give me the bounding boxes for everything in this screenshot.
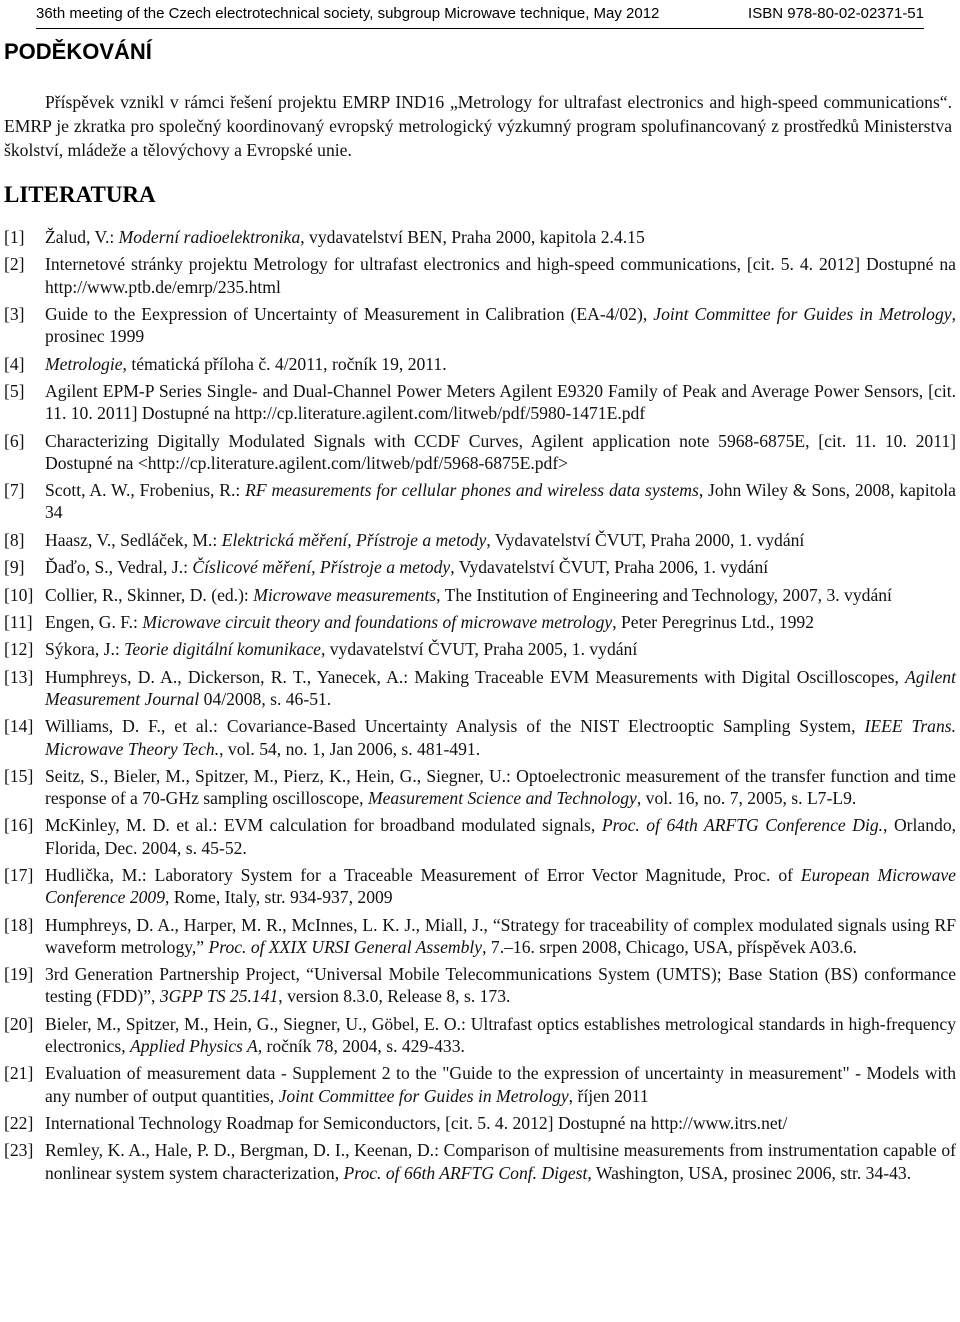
reference-text — [45, 914, 956, 958]
reference-title-italic: Proc. of 64th ARFTG Conference Dig. — [601, 815, 884, 836]
reference-title-italic: Moderní radioelektronika — [118, 227, 301, 247]
reference-number: [6] — [4, 430, 25, 451]
conference-header: 36th meeting of the Czech electrotechnical society, subgroup Microwave technique, May 2012 — [36, 5, 660, 22]
reference-number: [3] — [4, 303, 25, 324]
reference-title-italic: Joint Committee for Guides in Metrology — [278, 1085, 569, 1106]
reference-text-segment: Guide to the Eexpression of Uncertainty of Measurement in Calibration (EA-4/02), — [45, 303, 654, 324]
reference-text-segment: , Peter Peregrinus Ltd., 1992 — [612, 611, 815, 632]
reference-item — [4, 1139, 956, 1183]
reference-text-segment: Haasz, V., Sedláček, M.: — [45, 529, 222, 550]
acknowledgement-paragraph: Příspěvek vznikl v rámci řešení projektu EMRP IND16 „Metrology for ultrafast electronics and high-speed communications“. EMRP je zkratka pro společný koordinovaný evropský metrologický výzkumný program spolufinancovaný z prostředků Ministerstva školství, mládeže a tělovýchovy a Evropské unie. — [4, 92, 952, 161]
reference-text-segment: Hudlička, M.: Laboratory System for a Traceable Measurement of Error Vector Magnitude, Proc. of — [45, 865, 801, 886]
reference-number: [11] — [4, 611, 33, 632]
reference-item — [4, 611, 956, 633]
reference-text — [45, 666, 956, 710]
reference-text — [45, 715, 956, 759]
reference-text — [45, 303, 956, 347]
reference-title-italic: Measurement Science and Technology — [367, 788, 637, 809]
reference-text-segment: Humphreys, D. A., Dickerson, R. T., Yanecek, A.: Making Traceable EVM Measurements with Digital Oscilloscopes, — [45, 666, 906, 687]
reference-text-segment: Scott, A. W., Frobenius, R.: — [45, 480, 246, 501]
reference-title-italic: Microwave circuit theory and foundations of microwave metrology — [142, 611, 613, 632]
reference-text-segment: , The Institution of Engineering and Technology, 2007, 3. vydání — [436, 584, 892, 605]
reference-text — [45, 253, 956, 297]
reference-text — [45, 864, 956, 908]
reference-text-segment: Ďaďo, S., Vedral, J.: — [45, 557, 193, 578]
reference-item — [4, 353, 956, 375]
reference-text — [45, 226, 956, 248]
reference-text-segment: , version 8.3.0, Release 8, s. 173. — [278, 986, 511, 1007]
reference-number: [17] — [4, 865, 34, 886]
reference-text-segment: Seitz, S., Bieler, M., Spitzer, M., Pierz, K., Hein, G., Siegner, U.: Optoelectronic measurement of the transfer function and time response of a 70-GHz sampling oscilloscope, — [45, 765, 956, 809]
reference-item — [4, 638, 956, 660]
reference-text-segment: McKinley, M. D. et al.: EVM calculation for broadband modulated signals, — [45, 815, 602, 836]
reference-text-segment: , říjen 2011 — [568, 1085, 649, 1106]
reference-title-italic: Číslicové měření, Přístroje a metody — [192, 557, 451, 578]
literature-heading: LITERATURA — [4, 182, 156, 207]
reference-text-segment: , Rome, Italy, str. 934-937, 2009 — [165, 887, 393, 908]
reference-title-italic: Joint Committee for Guides in Metrology — [653, 303, 952, 324]
reference-text-segment: Engen, G. F.: — [45, 611, 143, 632]
reference-number: [14] — [4, 716, 34, 737]
reference-number: [19] — [4, 964, 34, 985]
reference-text-segment: Collier, R., Skinner, D. (ed.): — [45, 584, 254, 605]
reference-title-italic: Proc. of 66th ARFTG Conf. Digest — [343, 1162, 588, 1183]
reference-number: [10] — [4, 584, 34, 605]
reference-item — [4, 814, 956, 858]
reference-text-segment: Humphreys, D. A., Harper, M. R., McInnes, L. K. J., Miall, J., “Strategy for traceability of complex modulated signals using RF waveform metrology,” — [45, 914, 956, 957]
reference-text-segment: 3rd Generation Partnership Project, “Universal Mobile Telecommunications System (UMTS); Base Station (BS) conformance testing (FDD)”, — [45, 964, 956, 1007]
reference-text — [45, 963, 956, 1007]
reference-list — [4, 226, 956, 1189]
reference-title-italic: Elektrická měření, Přístroje a metody — [221, 529, 487, 550]
reference-item — [4, 380, 956, 424]
reference-text — [45, 638, 956, 660]
reference-text — [45, 1013, 956, 1057]
reference-text-segment: , vol. 16, no. 7, 2005, s. L7-L9. — [636, 788, 857, 809]
reference-text-segment: Sýkora, J.: — [45, 639, 125, 660]
reference-item — [4, 666, 956, 710]
reference-number: [20] — [4, 1013, 34, 1034]
reference-text — [45, 1139, 956, 1183]
reference-item — [4, 963, 956, 1007]
reference-item — [4, 226, 956, 248]
reference-text-segment: , vol. 54, no. 1, Jan 2006, s. 481-491. — [219, 738, 481, 759]
reference-text — [45, 814, 956, 858]
reference-item — [4, 765, 956, 809]
reference-number: [8] — [4, 529, 25, 550]
reference-item — [4, 1112, 956, 1134]
running-header — [36, 4, 924, 29]
reference-number: [16] — [4, 815, 34, 836]
reference-item — [4, 529, 956, 551]
reference-text — [45, 529, 956, 551]
reference-text — [45, 556, 956, 578]
reference-number: [23] — [4, 1140, 34, 1161]
reference-item — [4, 479, 956, 523]
reference-title-italic: Agilent Measurement Journal — [45, 666, 956, 709]
reference-text-segment: , vydavatelství BEN, Praha 2000, kapitola 2.4.15 — [300, 227, 645, 247]
reference-number: [9] — [4, 557, 25, 578]
reference-text-segment: , ročník 78, 2004, s. 429-433. — [257, 1036, 465, 1057]
reference-number: [7] — [4, 480, 25, 501]
reference-number: [4] — [4, 353, 25, 374]
reference-number: [13] — [4, 666, 34, 687]
reference-text-segment: , tématická příloha č. 4/2011, ročník 19, 2011. — [122, 353, 447, 374]
reference-text-segment: , Vydavatelství ČVUT, Praha 2006, 1. vydání — [450, 557, 769, 578]
reference-title-italic: Applied Physics A — [130, 1036, 258, 1057]
reference-text-segment: , Vydavatelství ČVUT, Praha 2000, 1. vydání — [486, 529, 805, 550]
reference-item — [4, 1013, 956, 1057]
reference-item — [4, 303, 956, 347]
reference-text-segment: Internetové stránky projektu Metrology for ultrafast electronics and high-speed communications, [cit. 5. 4. 2012] Dostupné na http://www.ptb.de/emrp/235.html — [45, 254, 956, 297]
reference-title-italic: Metrologie — [45, 353, 123, 374]
reference-text — [45, 765, 956, 809]
reference-item — [4, 864, 956, 908]
reference-text — [45, 611, 956, 633]
reference-text-segment: , 7.–16. srpen 2008, Chicago, USA, příspěvek A03.6. — [482, 936, 857, 957]
reference-text-segment: Agilent EPM-P Series Single- and Dual-Channel Power Meters Agilent E9320 Family of Peak and Average Power Sensors, [cit. 11. 10. 2011] Dostupné na http://cp.literature.agilent.com/litweb/pdf/5980-1471E.pdf — [45, 380, 956, 424]
isbn-header: ISBN 978-80-02-02371-51 — [748, 5, 924, 22]
reference-text-segment: 04/2008, s. 46-51. — [199, 688, 332, 709]
reference-text-segment: Bieler, M., Spitzer, M., Hein, G., Siegner, U., Göbel, E. O.: Ultrafast optics establishes metrological standards in high-frequency electronics, — [45, 1013, 956, 1057]
reference-text — [45, 479, 956, 523]
reference-title-italic: Microwave measurements — [253, 584, 437, 605]
reference-text — [45, 584, 956, 606]
reference-text-segment: , vydavatelství ČVUT, Praha 2005, 1. vydání — [320, 639, 638, 660]
reference-text-segment: , prosinec 1999 — [45, 303, 956, 347]
reference-text-segment: Žalud, V.: — [45, 227, 119, 247]
reference-item — [4, 1062, 956, 1106]
reference-text-segment: Evaluation of measurement data - Supplement 2 to the "Guide to the expression of uncertainty in measurement" - Models with any number of output quantities, — [45, 1063, 956, 1106]
reference-text-segment: Remley, K. A., Hale, P. D., Bergman, D. I., Keenan, D.: Comparison of multisine measurements from instrumentation capable of nonlinear system system characterization, — [45, 1140, 956, 1183]
reference-item — [4, 584, 956, 606]
reference-text — [45, 353, 956, 375]
reference-text-segment: , Orlando, Florida, Dec. 2004, s. 45-52. — [45, 815, 957, 858]
reference-number: [1] — [4, 227, 25, 247]
reference-text — [45, 1062, 956, 1106]
reference-item — [4, 430, 956, 474]
reference-number: [22] — [4, 1113, 34, 1134]
reference-title-italic: Teorie digitální komunikace — [124, 639, 321, 660]
reference-title-italic: RF measurements for cellular phones and wireless data systems — [245, 480, 699, 501]
acknowledgement-heading: PODĚKOVÁNÍ — [4, 39, 152, 64]
reference-item — [4, 715, 956, 759]
reference-text-segment: Characterizing Digitally Modulated Signals with CCDF Curves, Agilent application note 5968-6875E, [cit. 11. 10. 2011] Dostupné na <http://cp.literature.agilent.com/litweb/pdf/5968-6875E.pdf> — [45, 430, 956, 473]
reference-number: [5] — [4, 380, 25, 401]
reference-title-italic: 3GPP TS 25.141 — [159, 986, 279, 1007]
reference-item — [4, 914, 956, 958]
reference-title-italic: Proc. of XXIX URSI General Assembly — [208, 936, 483, 957]
reference-text-segment: , Washington, USA, prosinec 2006, str. 34-43. — [587, 1162, 912, 1183]
reference-text — [45, 430, 956, 474]
reference-text — [45, 1112, 956, 1134]
reference-number: [12] — [4, 639, 34, 660]
reference-number: [2] — [4, 254, 25, 275]
reference-number: [21] — [4, 1063, 34, 1084]
reference-text-segment: Williams, D. F., et al.: Covariance-Based Uncertainty Analysis of the NIST Electrooptic Sampling System, — [45, 716, 865, 737]
reference-number: [18] — [4, 914, 34, 935]
reference-title-italic: IEEE Trans. Microwave Theory Tech. — [45, 716, 957, 759]
reference-item — [4, 556, 956, 578]
reference-number: [15] — [4, 765, 34, 786]
reference-text-segment: International Technology Roadmap for Semiconductors, [cit. 5. 4. 2012] Dostupné na http://www.itrs.net/ — [45, 1113, 788, 1134]
reference-title-italic: European Microwave Conference 2009 — [45, 865, 956, 908]
reference-text — [45, 380, 956, 424]
reference-text-segment: , John Wiley & Sons, 2008, kapitola 34 — [45, 480, 956, 523]
reference-item — [4, 253, 956, 297]
